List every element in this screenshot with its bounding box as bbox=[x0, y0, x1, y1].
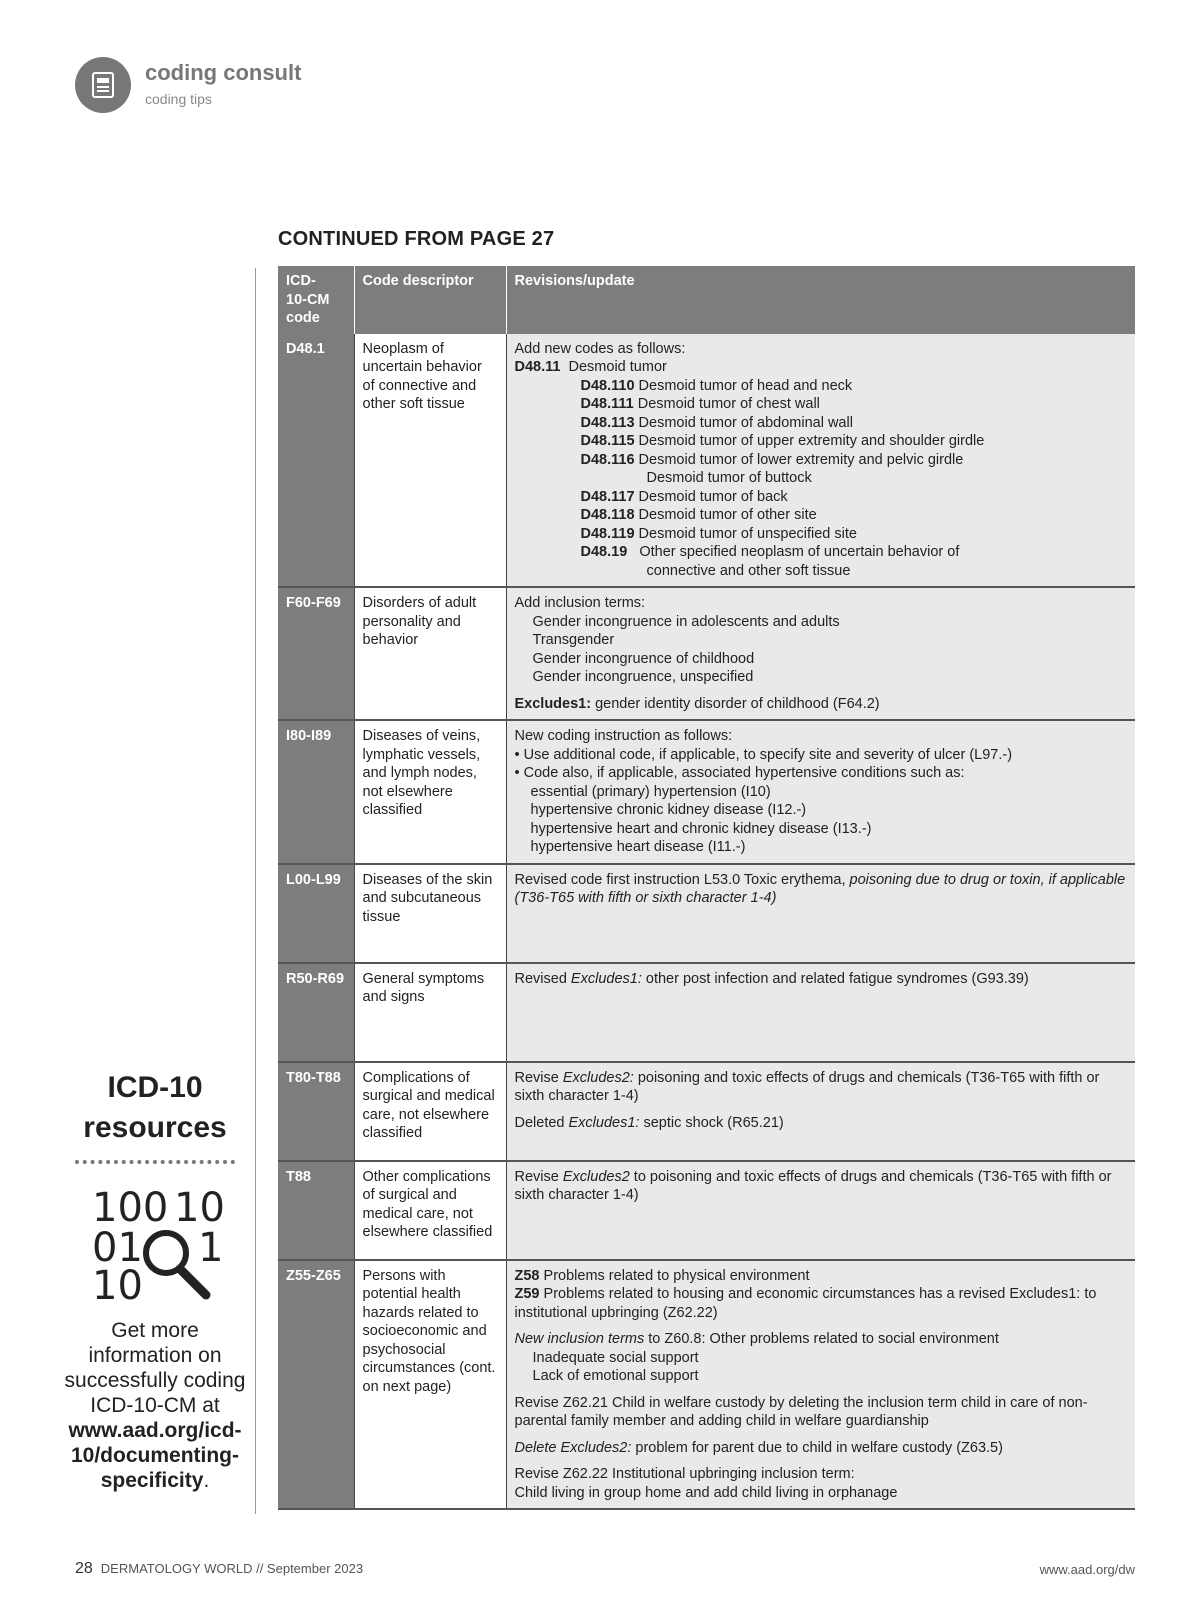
table-row bbox=[278, 963, 1135, 1062]
rev-line: D48.111 Desmoid tumor of chest wall bbox=[580, 396, 820, 412]
table-row bbox=[278, 720, 1135, 864]
rev-line: Z59 Problems related to housing and economic circumstances has a revised Excludes1: to institutional upbringing (Z62.22) bbox=[514, 1286, 1097, 1321]
rev-line: D48.19 Other specified neoplasm of uncertain behavior of bbox=[580, 544, 960, 560]
descriptor-cell: Neoplasm of uncertain behavior of connective and other soft tissue bbox=[354, 334, 506, 588]
rev-line: • Use additional code, if applicable, to specify site and severity of ulcer (L97.-) bbox=[514, 746, 1013, 763]
revision-cell bbox=[506, 1062, 1135, 1161]
rev-line: D48.113 Desmoid tumor of abdominal wall bbox=[580, 414, 853, 431]
continued-label: CONTINUED FROM PAGE 27 bbox=[278, 228, 555, 250]
rev-line: D48.117 Desmoid tumor of back bbox=[580, 488, 788, 505]
rev-line: Revise Z62.22 Institutional upbringing inclusion term: bbox=[514, 1466, 855, 1482]
resources-title: ICD-10 resources bbox=[83, 1071, 227, 1144]
rev-line: Desmoid tumor of buttock bbox=[646, 470, 812, 486]
table-row bbox=[278, 1260, 1135, 1510]
revision-cell bbox=[506, 587, 1135, 720]
rev-line: D48.118 Desmoid tumor of other site bbox=[580, 507, 817, 523]
sidebar-divider bbox=[255, 268, 256, 1514]
rev-line: Gender incongruence, unspecified bbox=[532, 669, 754, 685]
rev-paragraph: Revise Excludes2: poisoning and toxic effects of drugs and chemicals (T36-T65 with fifth or sixth character 1-4) bbox=[514, 1069, 1100, 1104]
page-number: 28 bbox=[75, 1560, 93, 1577]
rev-line: New coding instruction as follows: bbox=[514, 728, 733, 744]
rev-line: D48.116 Desmoid tumor of lower extremity and pelvic girdle bbox=[580, 451, 964, 468]
rev-line: hypertensive heart and chronic kidney disease (I13.-) bbox=[530, 820, 872, 837]
rev-line: Inadequate social support bbox=[532, 1349, 699, 1366]
table-row bbox=[278, 1161, 1135, 1260]
rev-line: D48.110 Desmoid tumor of head and neck bbox=[580, 377, 853, 394]
rev-line: D48.115 Desmoid tumor of upper extremity and shoulder girdle bbox=[580, 433, 985, 449]
code-cell: F60-F69 bbox=[278, 587, 354, 720]
descriptor-cell: Disorders of adult personality and behavior bbox=[354, 587, 506, 720]
svg-text:1: 1 bbox=[198, 1225, 224, 1271]
table-header-row bbox=[278, 266, 1135, 334]
revision-cell bbox=[506, 720, 1135, 864]
descriptor-cell: Other complications of surgical and medical care, not elsewhere classified bbox=[354, 1161, 506, 1260]
revision-cell: Revised code first instruction L53.0 Toxic erythema, poisoning due to drug or toxin, if applicable (T36-T65 with fifth or sixth character 1-4) bbox=[506, 864, 1135, 963]
footer-publication: 28 DERMATOLOGY WORLD // September 2023 bbox=[75, 1560, 364, 1577]
rev-line: Gender incongruence of childhood bbox=[532, 650, 755, 667]
dotted-divider bbox=[75, 1160, 235, 1164]
svg-text:10: 10 bbox=[92, 1263, 143, 1303]
rev-line: Transgender bbox=[532, 632, 615, 648]
section-title: coding consult bbox=[145, 60, 302, 85]
revision-cell bbox=[506, 1260, 1135, 1510]
rev-line: Excludes1: gender identity disorder of childhood (F64.2) bbox=[514, 695, 880, 712]
rev-line: hypertensive chronic kidney disease (I12.-) bbox=[530, 802, 807, 818]
revision-cell bbox=[506, 334, 1135, 588]
rev-line: essential (primary) hypertension (I10) bbox=[530, 783, 771, 800]
rev-line: hypertensive heart disease (I11.-) bbox=[530, 839, 746, 855]
header-code: ICD- 10-CM code bbox=[278, 266, 354, 334]
footer-url[interactable]: www.aad.org/dw bbox=[1039, 1562, 1135, 1577]
document-icon bbox=[75, 57, 131, 113]
code-cell: D48.1 bbox=[278, 334, 354, 588]
rev-line: Lack of emotional support bbox=[532, 1368, 699, 1384]
resources-link[interactable]: www.aad.org/icd-10/documenting-specificity bbox=[68, 1419, 242, 1492]
rev-line: New inclusion terms to Z60.8: Other problems related to social environment bbox=[514, 1331, 999, 1347]
code-cell: T88 bbox=[278, 1161, 354, 1260]
table-row bbox=[278, 334, 1135, 588]
code-cell: T80-T88 bbox=[278, 1062, 354, 1161]
svg-text:100: 100 bbox=[92, 1185, 169, 1231]
table-row bbox=[278, 864, 1135, 963]
code-cell: R50-R69 bbox=[278, 963, 354, 1062]
descriptor-cell: Diseases of the skin and subcutaneous tissue bbox=[354, 864, 506, 963]
binary-magnifier-icon bbox=[88, 1185, 228, 1308]
resources-text: Get more information on successfully coding ICD-10-CM at www.aad.org/icd-10/documenting-specificity. bbox=[64, 1319, 246, 1492]
rev-line: Delete Excludes2: problem for parent due to child in welfare custody (Z63.5) bbox=[514, 1439, 1003, 1456]
rev-line: connective and other soft tissue bbox=[646, 562, 851, 579]
header-revisions: Revisions/update bbox=[506, 266, 1135, 334]
revision-cell: Revise Excludes2 to poisoning and toxic effects of drugs and chemicals (T36-T65 with fifth or sixth character 1-4) bbox=[506, 1161, 1135, 1260]
rev-paragraph: Revise Z62.21 Child in welfare custody by deleting the inclusion term child in care of non-parental family member and adding child in welfare guardianship bbox=[514, 1394, 1088, 1429]
rev-line: Add new codes as follows: bbox=[514, 340, 686, 357]
svg-text:10: 10 bbox=[174, 1185, 225, 1231]
code-cell: L00-L99 bbox=[278, 864, 354, 963]
section-subtitle: coding tips bbox=[145, 91, 212, 107]
rev-line: D48.119 Desmoid tumor of unspecified site bbox=[580, 525, 857, 542]
descriptor-cell: Persons with potential health hazards related to socioeconomic and psychosocial circumstances (cont. on next page) bbox=[354, 1260, 506, 1510]
header-descriptor: Code descriptor bbox=[354, 266, 506, 334]
revision-cell: Revised Excludes1: other post infection and related fatigue syndromes (G93.39) bbox=[506, 963, 1135, 1062]
rev-line: Child living in group home and add child living in orphanage bbox=[514, 1484, 898, 1501]
rev-paragraph: Deleted Excludes1: septic shock (R65.21) bbox=[514, 1114, 784, 1131]
descriptor-cell: Diseases of veins, lymphatic vessels, and lymph nodes, not elsewhere classified bbox=[354, 720, 506, 864]
table-row bbox=[278, 1062, 1135, 1161]
rev-line: Add inclusion terms: bbox=[514, 595, 646, 611]
code-cell: I80-I89 bbox=[278, 720, 354, 864]
code-cell: Z55-Z65 bbox=[278, 1260, 354, 1510]
table-row bbox=[278, 587, 1135, 720]
icd10-table bbox=[278, 266, 1136, 1510]
rev-line: • Code also, if applicable, associated hypertensive conditions such as: bbox=[514, 765, 965, 781]
rev-line: Z58 Problems related to physical environment bbox=[514, 1267, 810, 1284]
descriptor-cell: Complications of surgical and medical care, not elsewhere classified bbox=[354, 1062, 506, 1161]
svg-text:01: 01 bbox=[92, 1225, 143, 1271]
rev-line: D48.11 Desmoid tumor bbox=[514, 359, 667, 375]
rev-line: Gender incongruence in adolescents and adults bbox=[532, 613, 840, 630]
descriptor-cell: General symptoms and signs bbox=[354, 963, 506, 1062]
